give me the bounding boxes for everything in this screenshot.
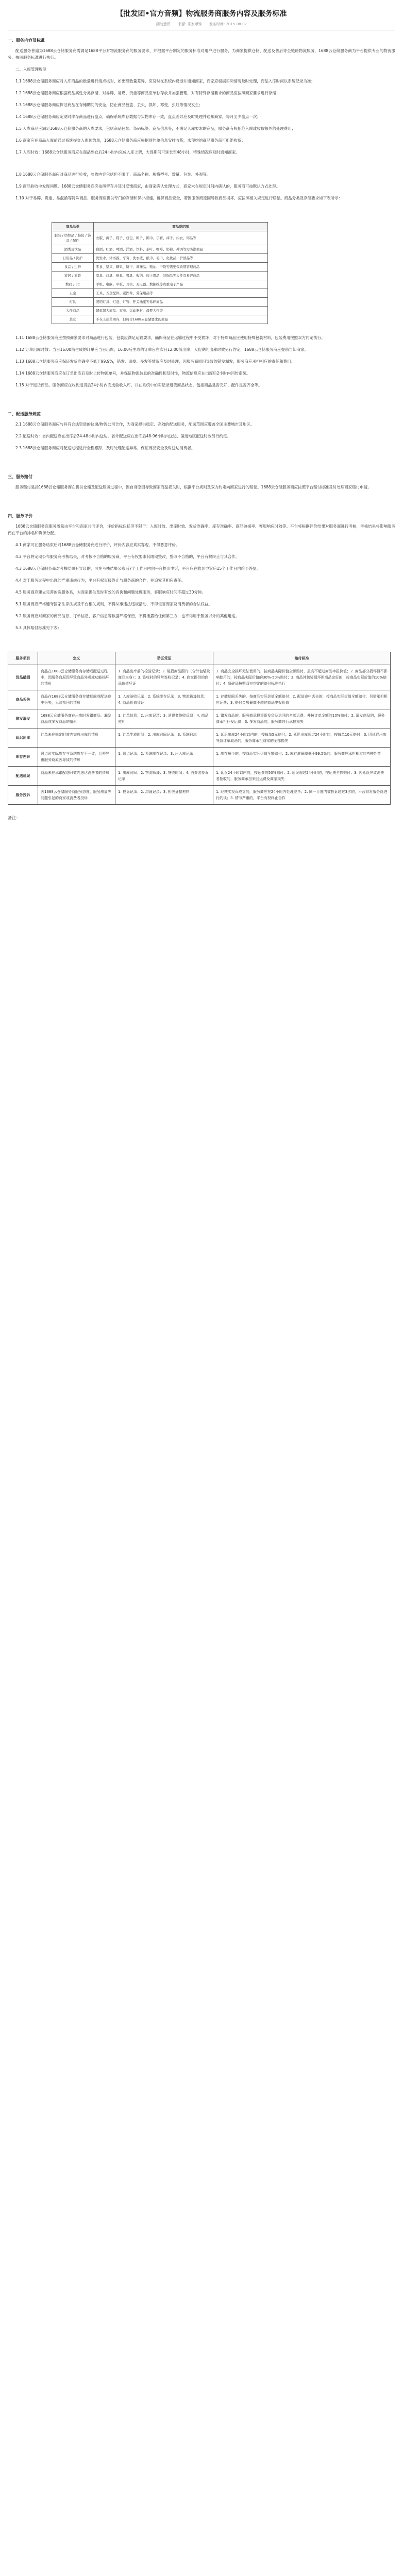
service-item-cell: 错发漏发	[8, 709, 38, 728]
category-cell: 灯具	[52, 298, 94, 307]
paragraph: 1.5 入库商品应满足1688云仓储服务商的入库要求，包括商品包装、条码标签、商品信息等，不满足入库要求的商品，服务商有权拒绝入库或收取额外的处理费用；	[15, 126, 296, 131]
paragraph: 2.3 1688云仓储服务商应对配送过程进行全程跟踪，及时处理配送异常，保证商品安全及时送达消费者。	[15, 446, 195, 450]
evidence-cell: 1. 订单生成时间；2. 出库时间记录；3. 系统日志	[115, 728, 213, 748]
section-gap	[8, 394, 395, 404]
category-desc-cell: 不在上述范围内，但符合1688云仓储要求的商品	[94, 315, 268, 324]
paragraph: 4.3 1688云仓储服务商对考核结果有异议的，可在考核结果公布后7个工作日内向平台提出申诉，平台应在收到申诉后15个工作日内给予答复。	[15, 566, 261, 571]
evidence-cell: 1. 订单信息；2. 出库记录；3. 消费者签收反馈；4. 商品照片	[115, 709, 213, 728]
table-row	[52, 289, 268, 298]
category-cell: 服装 / 纺织品 / 鞋包 / 饰品 / 配件	[52, 231, 94, 245]
standard-cell: 1. 延迟出库24小时以内的，按每单5元赔付；2. 延迟出库超过24小时的，按每单10元赔付；3. 因延迟出库导致订单取消的，服务商承担商家的全部损失	[213, 728, 391, 748]
category-cell: 大件商品	[52, 307, 94, 315]
meta-author: 湖助意贸	[156, 22, 171, 26]
section-block-a	[8, 38, 395, 217]
footer-note: 备注：	[8, 816, 20, 820]
standard-cell: 1. 商品完全损坏无法使用的，按商品实际价值全额赔付，最高不超过商品申报价值；2. 商品部分损坏但不影响使用的，按商品实际价值的30%-50%赔付；3. 商品外包装损坏但商品完好的，按商品实际价值的10%赔付；4. 易碎品按照双方约定的赔付标准执行	[213, 665, 391, 690]
compensation-table	[8, 652, 391, 805]
paragraph: 1688云仓储服务商服务质量由平台和商家共同评价，评价指标包括但不限于：入库时效、出库时效、发货准确率、库存准确率、商品破损率、客服响应时效等。平台将根据评价结果对服务商进行考核，考核结果将影响服务商在平台的排名和资源分配。	[8, 524, 395, 535]
definition-cell: 商品在1688云仓储服务商存储或配送过程中，因服务商原因导致商品外观或功能损坏的情形	[38, 665, 115, 690]
table-row	[52, 280, 268, 289]
comp-table-header: 举证凭证	[115, 652, 213, 665]
section-heading: 四、服务评价	[8, 514, 32, 518]
category-table	[52, 222, 268, 324]
standard-cell: 1. 经核实投诉成立的，服务商应在24小时内处理完毕；2. 同一月度内被投诉超过3次的，平台将对服务商进行约谈；3. 情节严重的，平台有权终止合作	[213, 786, 391, 805]
category-table-header: 商品品类	[52, 223, 94, 231]
service-item-cell: 商品丢失	[8, 690, 38, 709]
table-row	[52, 254, 268, 263]
evidence-cell: 1. 盘点记录；2. 系统库存记录；3. 出入库记录	[115, 748, 213, 767]
comp-table-header: 赔付标准	[213, 652, 391, 665]
service-item-cell: 库存差异	[8, 748, 38, 767]
paragraph: 5.1 服务商应严格遵守国家法律法规及平台相关规则，不得从事违法违规活动，不得侵害商家及消费者的合法权益。	[15, 602, 212, 606]
service-item-cell: 配送延误	[8, 767, 38, 786]
page-title: 【批发团•官方音频】物流服务商服务内容及服务标准	[116, 10, 287, 18]
section-block-b	[8, 334, 395, 647]
paragraph: 2.2 配送时效：省内配送应在出库后24-48小时内送达，省外配送应在出库后48-96小时内送达，偏远地区配送时效另行约定。	[15, 434, 231, 438]
category-desc-cell: 家具、灯具、厨具、餐具、收纳、床上用品、装饰品等大件及易碎商品	[94, 272, 268, 280]
category-cell: 酒类及饮品	[52, 245, 94, 254]
table-row	[52, 263, 268, 272]
standard-cell: 1. 存储期间丢失的，按商品实际价值全额赔付；2. 配送途中丢失的，按商品实际价值全额赔付，另需承担相应运费；3. 赔付金额最高不超过商品申报价值	[213, 690, 391, 709]
paragraph: 4.4 对于服务过程中出现的严重违规行为，平台有权直接终止与服务商的合作，并追究其相应责任。	[15, 578, 186, 583]
service-item-cell: 货品破损	[8, 665, 38, 690]
category-cell: 食品 / 生鲜	[52, 263, 94, 272]
table-row	[52, 298, 268, 307]
section-gap	[8, 636, 395, 647]
paragraph: 1.15 对于退货商品，服务商应在收到退货后24小时内完成验收入库，并在系统中如实记录退货商品状态，包括商品是否完好、配件是否齐全等。	[15, 383, 262, 387]
evidence-cell: 1. 商品出库前的检验记录；2. 破损商品照片（含外包装及商品本身）；3. 签收时的异常签收记录；4. 商家提供的商品价值凭证	[115, 665, 213, 690]
table-row	[8, 748, 391, 767]
table-row	[8, 665, 391, 690]
category-table-header: 商品说明项	[94, 223, 268, 231]
paragraph: 二、入库管理规范	[15, 67, 46, 72]
category-cell: 五金	[52, 289, 94, 298]
definition-cell: 商品在1688云仓储服务商存储期间或配送途中丢失，无法找回的情形	[38, 690, 115, 709]
category-cell: 日用品 / 洗护	[52, 254, 94, 263]
evidence-cell: 1. 入库验收记录；2. 系统库存记录；3. 物流轨迹信息；4. 商品价值凭证	[115, 690, 213, 709]
section-gap	[8, 496, 395, 506]
category-desc-cell: 洗发水、沐浴露、牙膏、洗衣液、纸巾、毛巾、化妆品、护肤品等	[94, 254, 268, 263]
section-heading: 三、服务赔付	[8, 474, 32, 479]
category-desc-cell: 工具、五金配件、紧固件、劳保用品等	[94, 289, 268, 298]
category-desc-cell: 白酒、红酒、啤酒、洋酒、饮料、茶叶、咖啡、奶粉、冲调等需防潮商品	[94, 245, 268, 254]
paragraph: 服务赔付是指1688云仓储服务商在提供仓储及配送服务过程中，因自身原因导致商家商品损失时，根据平台规则及双方约定向商家进行的赔偿。1688云仓储服务商应按照平台赔付标准及时处理商家赔付申请。	[15, 485, 372, 489]
table-row	[8, 690, 391, 709]
paragraph: 1.10 对于易碎、贵重、易混淆等特殊商品，服务商应提供专门的存储和保护措施，确保商品安全，若因服务商原因导致商品损坏，应按照相关规定进行赔偿。商品分类及存储要求如下表所示：	[15, 196, 343, 200]
evidence-cell: 1. 投诉记录；2. 沟通记录；3. 相关证据材料	[115, 786, 213, 805]
paragraph: 1.14 1688云仓储服务商应在订单出库后及时上传物流单号，并保证物流信息的准确性和及时性，物流信息应在出库后2小时内回传系统。	[15, 371, 250, 376]
paragraph: 1.12 订单出库时效：当日16:00前生成的订单应当日出库，16:00后生成的订单应在次日12:00前出库；大促期间出库时效另行约定，1688云仓储服务商应提前告知商家。	[15, 347, 309, 352]
category-desc-cell: 手机、电脑、平板、耳机、充电器、数据线等贵重电子产品	[94, 280, 268, 289]
paragraph: 配送服务普遍为1688云仓储服务商需满足1688平台对物流服务商的服务要求，并根据平台制定的服务标准对用户进行服务，为商家提供仓储、配送及售后等全链路物流服务，1688云仓储服务商为平台提供专业的物流服务，按照服务标准进行执行。	[8, 48, 395, 60]
category-desc-cell: 衣服、裤子、鞋子、包包、帽子、围巾、手套、袜子、内衣、饰品等	[94, 231, 268, 245]
category-cell: 其它	[52, 315, 94, 324]
paragraph: 1.11 1688云仓储服务商应按照商家要求对商品进行包装，包装应满足运输要求，确保商品在运输过程中不受损坏；对于特殊商品应使用特殊包装材料，包装费用按照双方约定执行。	[15, 335, 325, 340]
paragraph: 5.2 服务商应对商家的商品信息、订单信息、客户信息等数据严格保密，不得泄露给任何第三方，也不得用于服务以外的其他用途。	[15, 614, 240, 618]
category-cell: 数码 / 3C	[52, 280, 94, 289]
table-row	[52, 307, 268, 315]
paragraph: 1.9 商品验收中发现问题，1688云仓储服务商应拍照留存并及时反馈商家，由商家确认处理方式，商家未在规定时间内确认的，服务商可按默认方式处理。	[15, 184, 280, 189]
standard-cell: 1. 库存短少的，按商品实际价值全额赔付；2. 库存准确率低于99.5%的，服务商应承担相应的考核处罚	[213, 748, 391, 767]
paragraph: 4.5 服务商应建立完善的客服体系，为商家提供及时有效的咨询和问题处理服务，客服响应时间不超过30分钟。	[15, 590, 206, 595]
table-row	[8, 767, 391, 786]
paragraph: 5.3 具体赔付标准见下表：	[15, 625, 62, 630]
article-meta	[8, 22, 395, 27]
paragraph: 4.2 平台将定期公布服务商考核结果，对考核不合格的服务商，平台有权要求其限期整改，整改不合格的，平台有权终止与其合作。	[15, 554, 240, 559]
paragraph: 1.13 1688云仓储服务商应保证发货准确率不低于99.9%，错发、漏发、多发等情况应及时处理，因服务商原因导致的错发漏发，服务商应承担相应的责任和费用。	[15, 359, 295, 364]
service-item-cell: 服务投诉	[8, 786, 38, 805]
paragraph: 1.3 1688云仓储服务商应保证商品在存储期间的安全，防止商品被盗、丢失、损坏、霉变、虫蛀等情况发生；	[15, 103, 203, 107]
section-heading: 一、服务内容及标准	[8, 38, 45, 43]
document-page	[0, 0, 403, 821]
paragraph: 1.1 1688云仓储服务商应对入库商品的数量进行清点核对，如出现数量差异，应及时在系统内反馈并通知商家，商家应根据实际情况及时处理，商品入库时间以系统记录为准；	[15, 79, 315, 83]
meta-date: 发布时间: 2015-08-07	[209, 22, 247, 26]
category-desc-cell: 超重超大商品、家电、运动器材、母婴大件等	[94, 307, 268, 315]
table-row	[8, 709, 391, 728]
paragraph: 4.1 商家可在服务结束后对1688云仓储服务商进行评价，评价内容应真实客观，不得恶意评价。	[15, 543, 180, 547]
standard-cell: 1. 错发商品的，服务商承担重新发货及退回的全部运费，并按订单金额的10%赔付；2. 漏发商品的，服务商承担补发运费；3. 多发商品的，服务商自行承担损失	[213, 709, 391, 728]
category-desc-cell: 零食、坚果、糖果、饼干、调味品、粮油、干货等需要保质期管理商品	[94, 263, 268, 272]
definition-cell: 订单未在规定时效内完成出库的情形	[38, 728, 115, 748]
definition-cell: 商品未在承诺配送时效内送达消费者的情形	[38, 767, 115, 786]
paragraph: 1.6 商家应在商品入库前通过系统提交入库预约单，1688云仓储服务商应根据预约单信息安排收货，未预约的商品服务商可拒绝收货；	[15, 138, 245, 143]
section-gap	[8, 161, 395, 171]
section-heading: 二、配送服务规范	[8, 412, 41, 416]
evidence-cell: 1. 出库时间；2. 物流轨迹；3. 签收时间；4. 消费者投诉记录	[115, 767, 213, 786]
service-item-cell: 延迟出库	[8, 728, 38, 748]
table-row	[8, 728, 391, 748]
definition-cell: 因1688云仓储服务商服务态度、服务质量等问题引起的商家或消费者投诉	[38, 786, 115, 805]
definition-cell: 盘点时实际库存与系统库存不一致，且差异由服务商原因导致的情形	[38, 748, 115, 767]
comp-table-header: 服务项目	[8, 652, 38, 665]
paragraph: 1.2 1688云仓储服务商应根据商品属性分类存储，对易碎、易燃、贵重等商品应单独存放并加强管理，对有特殊存储要求的商品应按照商家要求进行存储；	[15, 91, 280, 95]
table-row	[52, 272, 268, 280]
table-row	[52, 245, 268, 254]
category-cell: 家居 / 家装	[52, 272, 94, 280]
table-row	[52, 315, 268, 324]
table-row	[52, 231, 268, 245]
paragraph: 1.8 1688云仓储服务商应对商品进行验收，验收内容包括但不限于：商品名称、规格型号、数量、包装、外观等。	[15, 172, 211, 177]
meta-source: 来源: 乐家顺钟	[178, 22, 202, 26]
paragraph: 2.1 1688云仓储服务商应与具有合法资质的快递/物流公司合作，为商家提供稳定、高效的配送服务，配送范围应覆盖全国主要城市及地区。	[15, 422, 255, 427]
table-row	[8, 786, 391, 805]
definition-cell: 1688云仓储服务商在出库时发错商品、漏发商品或多发商品的情形	[38, 709, 115, 728]
standard-cell: 1. 延误24小时以内的，按运费的50%赔付；2. 延误超过24小时的，按运费全额赔付；3. 因延误导致消费者拒收的，服务商承担来回运费及商家损失	[213, 767, 391, 786]
section-gap	[8, 207, 395, 217]
category-desc-cell: 照明灯具、灯泡、灯管、开关插座等易碎商品	[94, 298, 268, 307]
section-gap	[8, 456, 395, 467]
comp-table-header: 定义	[38, 652, 115, 665]
paragraph: 1.7 入库时效：1688云仓储服务商应在商品到仓后24小时内完成入库上架，大促期间可延长至48小时，特殊情况应及时通知商家。	[15, 150, 240, 155]
paragraph: 1.4 1688云仓储服务商应定期对库存商品进行盘点，确保系统库存数据与实物库存一致，盘点差异应及时处理并通知商家，每月至少盘点一次；	[15, 114, 261, 119]
